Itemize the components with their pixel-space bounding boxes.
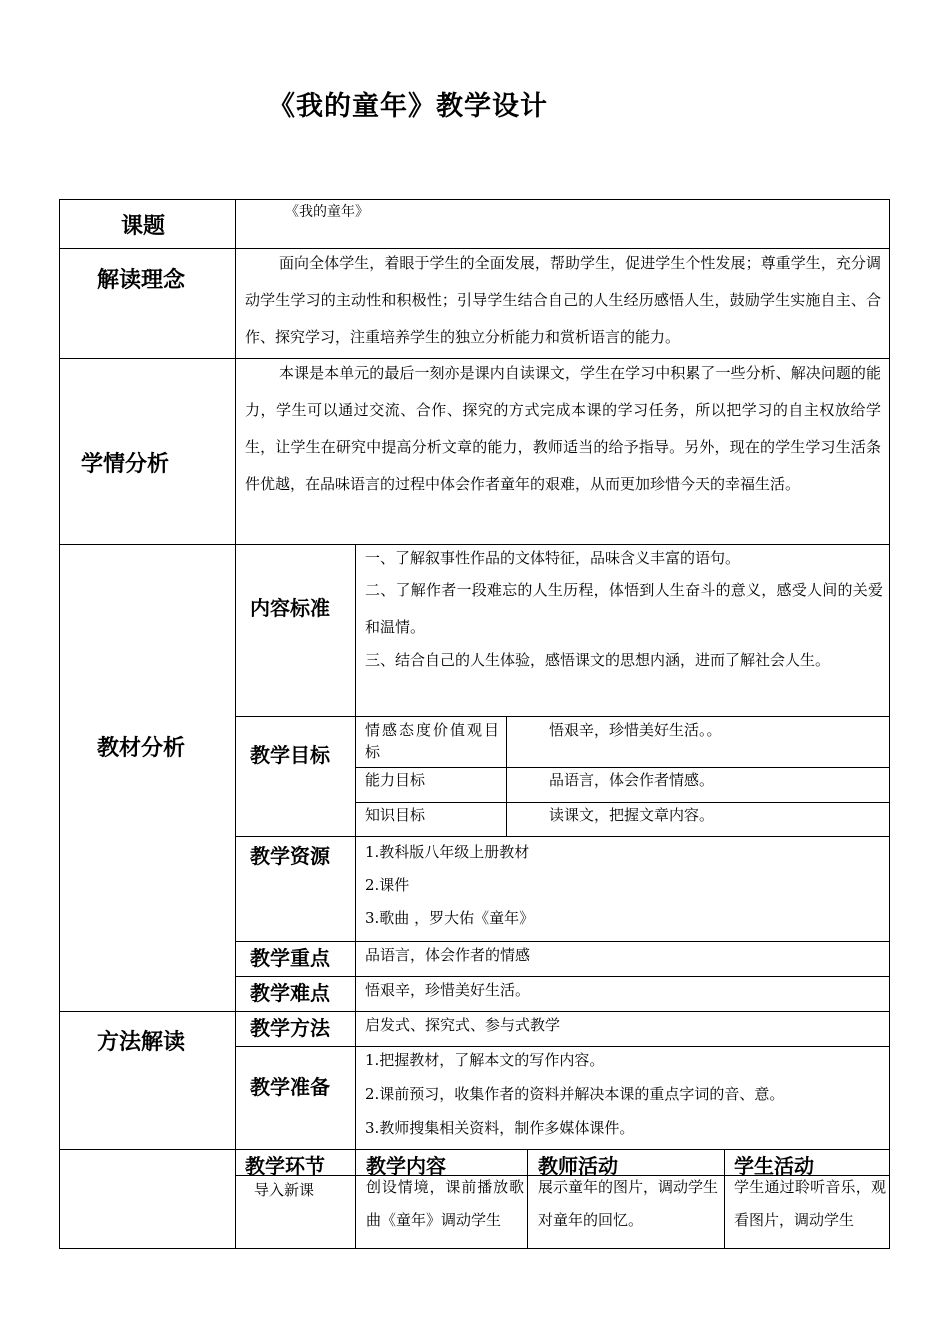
situation-label: 学情分析 (81, 452, 170, 477)
document-title: 《我的童年》教学设计 (268, 91, 548, 122)
goals-label: 教学目标 (250, 743, 330, 767)
difficulty-value: 悟艰辛，珍惜美好生活。 (365, 981, 531, 999)
table-rule (235, 976, 890, 977)
process-content: 创设情境，课前播放歌曲《童年》调动学生 (366, 1178, 524, 1229)
goal-name: 情感态度价值观目标 (365, 721, 502, 761)
concept-label: 解读理念 (97, 268, 186, 293)
goal-value: 读课文，把握文章内容。 (549, 806, 715, 824)
approach-label: 教学方法 (250, 1016, 330, 1040)
goal-value: 悟艰辛，珍惜美好生活。。 (549, 721, 722, 739)
prep-item: 1.把握教材，了解本文的写作内容。 (365, 1051, 605, 1069)
concept-text: 面向全体学生，着眼于学生的全面发展，帮助学生，促进学生个性发展；尊重学生，充分调动学生学习的主动性和积极性；引导学生结合自己的人生经历感悟人生，鼓励学生实施自主、合作、探究学习，注重培养学生的独立分析能力和赏析语言的能力。 (245, 254, 881, 346)
approach-value: 启发式、探究式、参与式教学 (365, 1016, 561, 1034)
process-stage: 导入新课 (254, 1181, 315, 1199)
table-rule (355, 1149, 356, 1249)
resource-item: 2.课件 (365, 876, 410, 894)
table-rule (59, 1248, 890, 1249)
goal-value: 品语言，体会作者情感。 (549, 771, 715, 789)
process-student: 学生通过聆听音乐，观看图片，调动学生 (734, 1178, 886, 1229)
difficulty-label: 教学难点 (250, 981, 330, 1005)
table-rule (235, 941, 890, 942)
prep-item: 2.课前预习，收集作者的资料并解决本课的重点字词的音、意。 (365, 1085, 785, 1103)
table-rule (235, 716, 890, 717)
topic-label: 课题 (121, 214, 166, 239)
table-rule (235, 199, 236, 1249)
table-rule (355, 767, 890, 768)
process-teacher: 展示童年的图片，调动学生对童年的回忆。 (538, 1178, 719, 1229)
process-header: 学生活动 (734, 1154, 814, 1178)
topic-value: 《我的童年》 (285, 204, 369, 220)
table-rule (506, 716, 507, 836)
goal-name: 知识目标 (365, 806, 426, 824)
content-standard-line: 三、结合自己的人生体验，感悟课文的思想内涵，进而了解社会人生。 (365, 651, 831, 669)
content-standard-line: 一、了解叙事性作品的文体特征，品味含义丰富的语句。 (365, 549, 741, 567)
process-header: 教学环节 (245, 1154, 325, 1178)
process-header: 教学内容 (366, 1154, 446, 1178)
key-point-label: 教学重点 (250, 946, 330, 970)
table-rule (355, 544, 356, 1012)
goal-name: 能力目标 (365, 771, 426, 789)
resources-label: 教学资源 (250, 844, 330, 868)
content-standard-label: 内容标准 (250, 596, 330, 620)
key-point-value: 品语言，体会作者的情感 (365, 946, 531, 964)
prep-label: 教学准备 (250, 1075, 330, 1099)
situation-text: 本课是本单元的最后一刻亦是课内自读课文，学生在学习中积累了一些分析、解决问题的能力，学生可以通过交流、合作、探究的方式完成本课的学习任务，所以把学习的自主权放给学生，让学生在研究中提高分析文章的能力，教师适当的给予指导。另外，现在的学生学习生活条件优越，在品味语言的过程中体会作者童年的艰难，从而更加珍惜今天的幸福生活。 (245, 364, 881, 493)
content-standard-line: 二、了解作者一段难忘的人生历程，体悟到人生奋斗的意义，感受人间的关爱和温情。 (365, 581, 883, 636)
method-label: 方法解读 (97, 1030, 186, 1055)
table-rule (355, 802, 890, 803)
table-rule (724, 1149, 725, 1249)
prep-item: 3.教师搜集相关资料，制作多媒体课件。 (365, 1119, 635, 1137)
table-rule (889, 199, 890, 1249)
table-rule (59, 199, 890, 200)
table-rule (59, 199, 60, 1249)
resource-item: 1.教科版八年级上册教材 (365, 843, 530, 861)
table-rule (235, 836, 890, 837)
process-header: 教师活动 (538, 1154, 618, 1178)
table-rule (355, 1011, 356, 1149)
table-rule (59, 1011, 890, 1012)
material-label: 教材分析 (97, 736, 186, 761)
table-rule (527, 1149, 528, 1249)
lesson-plan-table (59, 199, 890, 1249)
table-rule (235, 1046, 890, 1047)
resource-item: 3.歌曲 ，罗大佑《童年》 (365, 909, 535, 927)
